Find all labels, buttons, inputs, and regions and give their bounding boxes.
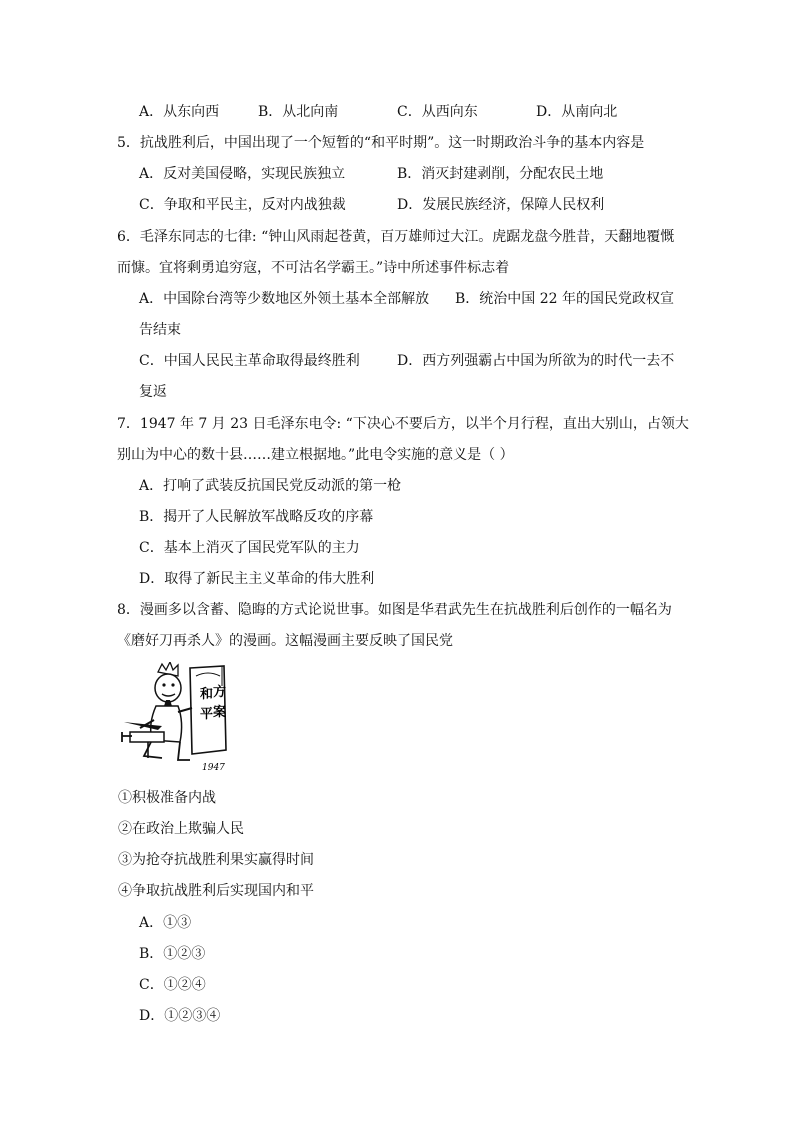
cartoon-sign-char-4: 案 <box>213 705 227 720</box>
q6-stem-line1: 6．毛泽东同志的七律: “钟山风雨起苍黄，百万雄师过大江。虎踞龙盘今胜昔，天翻地覆慨 <box>117 229 675 245</box>
q5-stem: 5．抗战胜利后，中国出现了一个短暂的“和平时期”。这一时期政治斗争的基本内容是 <box>117 135 645 151</box>
cartoon-head <box>155 674 181 702</box>
q8-stem-line1: 8．漫画多以含蓄、隐晦的方式论说世事。如图是华君武先生在抗战胜利后创作的一幅名为 <box>117 602 672 618</box>
q8-statement-1: ①积极准备内战 <box>118 790 216 806</box>
cartoon-grindstone <box>130 732 164 742</box>
q5-option-c[interactable]: C．争取和平民主，反对内战独裁 <box>139 197 346 213</box>
q8-statement-3: ③为抢夺抗战胜利果实赢得时间 <box>118 852 314 868</box>
q8-option-d[interactable]: D．①②③④ <box>139 1008 221 1024</box>
q4-option-a[interactable]: A．从东向西 <box>139 104 220 120</box>
q7-option-a[interactable]: A．打响了武装反抗国民党反动派的第一枪 <box>139 478 402 494</box>
cartoon-sign-char-3: 平 <box>200 707 214 722</box>
q6-option-c[interactable]: C．中国人民民主革命取得最终胜利 <box>139 353 360 369</box>
q6-option-b[interactable]: B．统治中国 22 年的国民党政权宣 <box>455 291 675 307</box>
q6-option-a[interactable]: A．中国除台湾等少数地区外领土基本全部解放 <box>139 291 430 307</box>
q8-option-b[interactable]: B．①②③ <box>139 946 206 962</box>
q8-option-c[interactable]: C．①②④ <box>139 977 206 993</box>
q7-option-c[interactable]: C．基本上消灭了国民党军队的主力 <box>139 540 360 556</box>
q5-option-b[interactable]: B．消灭封建剥削，分配农民土地 <box>397 166 604 182</box>
q6-option-d[interactable]: D．西方列强霸占中国为所欲为的时代一去不 <box>397 353 675 369</box>
q5-option-a[interactable]: A．反对美国侵略，实现民族独立 <box>139 166 346 182</box>
q8-statement-4: ④争取抗战胜利后实现国内和平 <box>118 883 314 899</box>
q5-option-d[interactable]: D．发展民族经济，保障人民权利 <box>397 197 605 213</box>
q4-option-d[interactable]: D．从南向北 <box>536 104 618 120</box>
q7-option-d[interactable]: D．取得了新民主主义革命的伟大胜利 <box>139 571 375 587</box>
q6-option-d-cont[interactable]: 复返 <box>139 384 167 400</box>
q8-stem-line2: 《磨好刀再杀人》的漫画。这幅漫画主要反映了国民党 <box>117 633 453 649</box>
q7-stem-line2: 别山为中心的数十县……建立根据地。”此电令实施的意义是（ ） <box>117 447 514 463</box>
q6-stem-line2: 而慷。宜将剩勇追穷寇，不可沽名学霸王。”诗中所述事件标志着 <box>117 260 510 276</box>
q7-option-b[interactable]: B．揭开了人民解放军战略反攻的序幕 <box>139 509 374 525</box>
cartoon-year: 1947 <box>202 763 225 773</box>
q4-option-b[interactable]: B．从北向南 <box>258 104 339 120</box>
q4-option-c[interactable]: C．从西向东 <box>397 104 478 120</box>
cartoon-illustration <box>118 662 238 774</box>
q8-option-a[interactable]: A．①③ <box>139 915 192 931</box>
q7-stem-line1: 7．1947 年 7 月 23 日毛泽东电令: “下决心不要后方，以半个月行程，直出大别山，占领大 <box>117 416 689 432</box>
q6-option-b-cont[interactable]: 告结束 <box>139 322 181 338</box>
cartoon-sign-char-1: 和 <box>200 687 214 702</box>
cartoon-sign-char-2: 方 <box>213 685 227 700</box>
q8-statement-2: ②在政治上欺骗人民 <box>118 821 244 837</box>
